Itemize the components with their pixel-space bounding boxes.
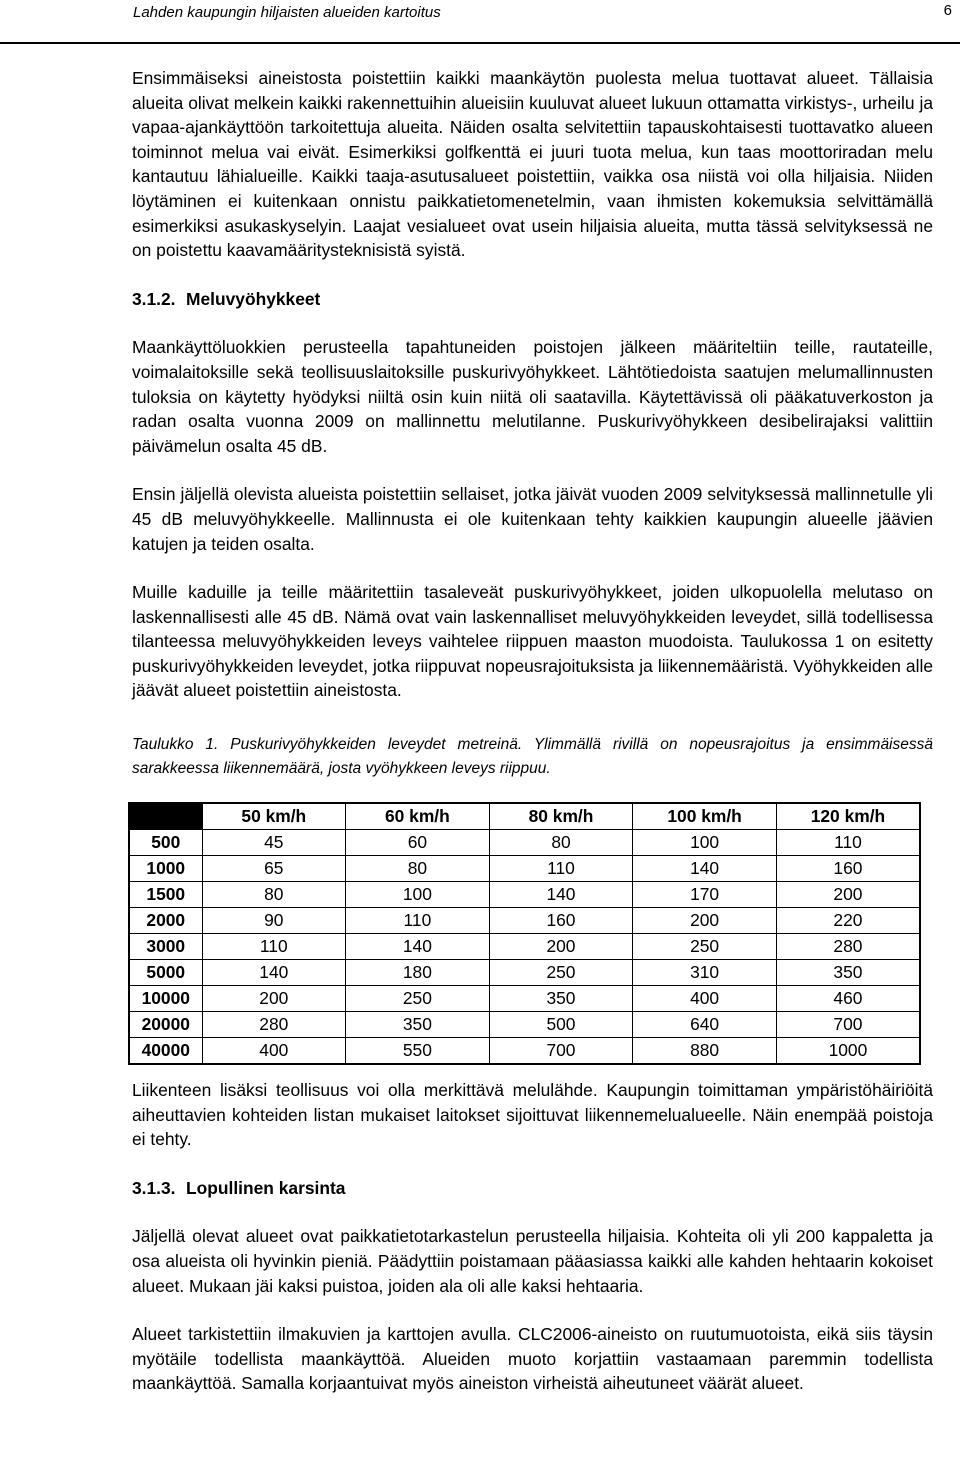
table-cell: 140 [202, 960, 346, 986]
table-cell: 250 [346, 986, 490, 1012]
table-cell: 110 [776, 830, 920, 856]
row-header: 10000 [129, 986, 202, 1012]
table-row [129, 830, 920, 856]
table-row [129, 1038, 920, 1065]
table-cell: 110 [489, 856, 633, 882]
table-row [129, 882, 920, 908]
table-cell: 100 [346, 882, 490, 908]
table-row [129, 1012, 920, 1038]
table-cell: 140 [633, 856, 777, 882]
table-cell: 310 [633, 960, 777, 986]
section-heading-lopullinen-karsinta [132, 1176, 933, 1201]
table-header-row [129, 803, 920, 830]
table-cell: 110 [202, 934, 346, 960]
table-cell: 280 [776, 934, 920, 960]
table-cell: 100 [633, 830, 777, 856]
section-number: 3.1.2. [132, 288, 176, 309]
column-header: 60 km/h [346, 803, 490, 830]
table-cell: 400 [202, 1038, 346, 1065]
table-cell: 200 [776, 882, 920, 908]
table-row [129, 908, 920, 934]
table-cell: 250 [489, 960, 633, 986]
paragraph: Muille kaduille ja teille määritettiin tasaleveät puskurivyöhykkeet, joiden ulkopuolella melutaso on laskennallisesti alle 45 dB. Nämä ovat vain laskennalliset meluvyöhykkeiden leveydet, sillä todellisessa tilanteessa meluvyöhykkeiden leveys vaihtelee riippuen maaston muodoista. Taulukossa 1 on esitetty puskurivyöhykkeiden leveydet, jotka riippuvat nopeusrajoituksista ja liikennemääristä. Vyöhykkeiden alle jäävät alueet poistettiin aineistosta. [132, 582, 933, 701]
column-header: 80 km/h [489, 803, 633, 830]
table-cell: 200 [202, 986, 346, 1012]
row-header: 3000 [129, 934, 202, 960]
row-header: 500 [129, 830, 202, 856]
table-cell: 80 [489, 830, 633, 856]
table-cell: 700 [776, 1012, 920, 1038]
section-heading-meluvyohykkeet [132, 287, 933, 312]
table-row [129, 986, 920, 1012]
page-header [0, 0, 960, 44]
row-header: 2000 [129, 908, 202, 934]
table-cell: 400 [633, 986, 777, 1012]
table-cell: 700 [489, 1038, 633, 1065]
table-cell: 90 [202, 908, 346, 934]
buffer-width-table [128, 802, 921, 1065]
table-cell: 640 [633, 1012, 777, 1038]
table-cell: 880 [633, 1038, 777, 1065]
column-header: 100 km/h [633, 803, 777, 830]
table-cell: 65 [202, 856, 346, 882]
paragraph: Liikenteen lisäksi teollisuus voi olla merkittävä melulähde. Kaupungin toimittaman ympäristöhäiriöitä aiheuttavien kohteiden listan mukaiset laitokset sijoittuvat liikennemelualueelle. Näin enempää poistoja ei tehty. [132, 1080, 933, 1150]
row-header: 20000 [129, 1012, 202, 1038]
table-cell: 250 [633, 934, 777, 960]
table-cell: 80 [202, 882, 346, 908]
table-cell: 140 [346, 934, 490, 960]
table-cell: 350 [776, 960, 920, 986]
table-row [129, 856, 920, 882]
table-cell: 460 [776, 986, 920, 1012]
table-cell: 140 [489, 882, 633, 908]
column-header: 50 km/h [202, 803, 346, 830]
paragraph: Ensimmäiseksi aineistosta poistettiin kaikki maankäytön puolesta melua tuottavat alueet. Tällaisia alueita olivat melkein kaikki rakennettuihin alueisiin kuuluvat alueet lukuun ottamatta virkistys-, urheilu ja vapaa-ajankäyttöön tarkoitettuja alueita. Näiden osalta selvitettiin tapauskohtaisesti tuottavatko alueen toiminnot melua vai eivät. Esimerkiksi golfkenttä ei juuri tuota melua, kun taas moottoriradan melu kantautuu lähialueille. Kaikki taaja-asutusalueet poistettiin, vaikka osa niistä voi olla hiljaisia. Niiden löytäminen ei kuitenkaan onnistu paikkatietomenetelmin, vaan ihmisten kokemuksia selvittämällä esimerkiksi asukaskyselyin. Laajat vesialueet ovat usein hiljaisia alueita, mutta tässä selvityksessä ne on poistettu kaavamääritysteknisistä syistä. [132, 68, 933, 261]
table-cell: 160 [776, 856, 920, 882]
paragraph: Jäljellä olevat alueet ovat paikkatietotarkastelun perusteella hiljaisia. Kohteita oli yli 200 kappaletta ja osa alueista oli hyvinkin pieniä. Päädyttiin poistamaan pääasiassa kaikki alle kahden hehtaarin kokoiset alueet. Mukaan jäi kaksi puistoa, joiden ala oli alle kaksi hehtaaria. [132, 1226, 933, 1296]
table-row [129, 934, 920, 960]
row-header: 5000 [129, 960, 202, 986]
paragraph: Ensin jäljellä olevista alueista poistettiin sellaiset, jotka jäivät vuoden 2009 selvityksessä mallinnetulle yli 45 dB meluvyöhykkeelle. Mallinnusta ei ole kuitenkaan tehty kaikkien kaupungin alueelle jäävien katujen ja teiden osalta. [132, 484, 933, 554]
table-caption: Taulukko 1. Puskurivyöhykkeiden leveydet metreinä. Ylimmällä rivillä on nopeusrajoitus ja ensimmäisessä sarakkeessa liikennemäärä, josta vyöhykkeen leveys riippuu. [132, 736, 933, 778]
table-cell: 500 [489, 1012, 633, 1038]
table-cell: 200 [633, 908, 777, 934]
table-cell: 200 [489, 934, 633, 960]
section-title: Lopullinen karsinta [186, 1177, 346, 1198]
table-cell: 350 [346, 1012, 490, 1038]
section-title: Meluvyöhykkeet [186, 288, 321, 309]
section-number: 3.1.3. [132, 1177, 176, 1198]
table-cell: 220 [776, 908, 920, 934]
table-cell: 350 [489, 986, 633, 1012]
table-cell: 170 [633, 882, 777, 908]
table-corner-cell [129, 803, 202, 830]
table-cell: 110 [346, 908, 490, 934]
table-cell: 280 [202, 1012, 346, 1038]
paragraph: Maankäyttöluokkien perusteella tapahtuneiden poistojen jälkeen määriteltiin teille, rautateille, voimalaitoksille sekä teollisuuslaitoksille puskurivyöhykkeet. Lähtötiedoista saatujen melumallinnusten tuloksia on käytetty hyödyksi niiltä osin kuin niitä oli saatavilla. Käytettävissä oli pääkatuverkoston ja radan osalta vuonna 2009 on mallinnettu melutilanne. Puskurivyöhykkeen desibelirajaksi valittiin päivämelun osalta 45 dB. [132, 337, 933, 456]
row-header: 40000 [129, 1038, 202, 1065]
table-row [129, 960, 920, 986]
table-cell: 1000 [776, 1038, 920, 1065]
table-cell: 180 [346, 960, 490, 986]
row-header: 1500 [129, 882, 202, 908]
paragraph: Alueet tarkistettiin ilmakuvien ja karttojen avulla. CLC2006-aineisto on ruutumuotoista, eikä siis täysin myötäile todellista maankäyttöä. Alueiden muoto korjattiin vastaamaan paremmin todellista maankäyttöä. Samalla korjaantuivat myös aineiston virheistä aiheutuneet väärät alueet. [132, 1324, 933, 1394]
table-cell: 80 [346, 856, 490, 882]
row-header: 1000 [129, 856, 202, 882]
table-cell: 60 [346, 830, 490, 856]
table-cell: 45 [202, 830, 346, 856]
page-body [132, 66, 933, 1396]
document-title: Lahden kaupungin hiljaisten alueiden kartoitus [133, 4, 441, 21]
column-header: 120 km/h [776, 803, 920, 830]
table-cell: 550 [346, 1038, 490, 1065]
page-number: 6 [943, 2, 952, 19]
table-cell: 160 [489, 908, 633, 934]
